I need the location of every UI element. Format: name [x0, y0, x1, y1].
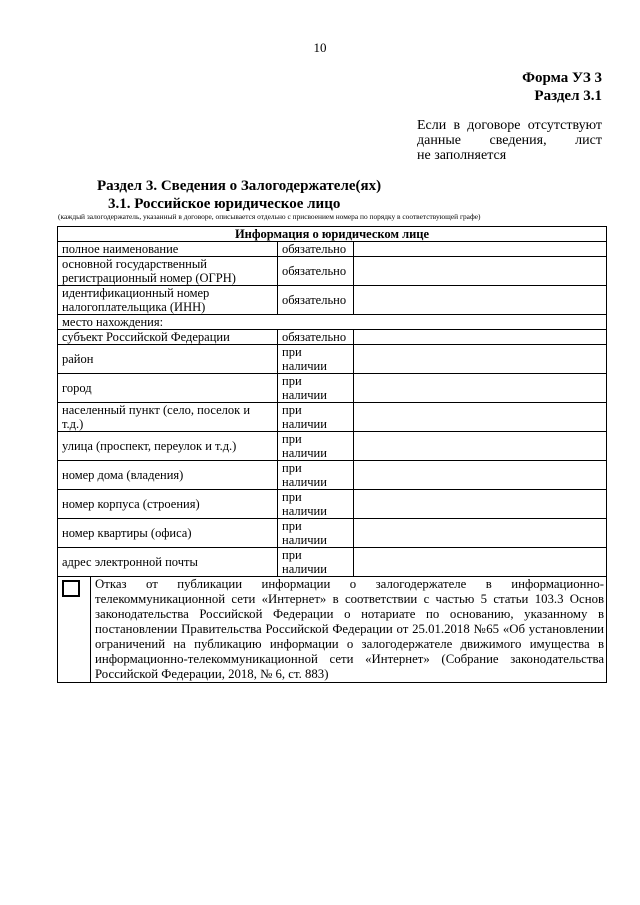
row-status: обязательно — [278, 286, 354, 315]
full-name-field[interactable] — [354, 242, 607, 257]
table-row — [58, 432, 607, 461]
publication-refusal-checkbox[interactable] — [62, 580, 80, 597]
publication-refusal-text: Отказ от публикации информации о залогодержателе в информационно-телекоммуникационной сети «Интернет» в соответствии с частью 5 статьи 103.3 Основ законодательства Российской Федерации о нотариате по основанию, указанному в постановлении Правительства Российской Федерации от 25.01.2018 №65 «Об установлении ограничений на публикацию информации о залогодержателе движимого имущества в информационно-телекоммуникационной сети «Интернет» (Собрание законодательства Российской Федерации, 2018, № 6, ст. 883) — [95, 577, 605, 681]
fill-note-line: Если в договоре отсутствуют — [417, 118, 602, 133]
consent-row — [58, 577, 607, 683]
table-row — [58, 242, 607, 257]
inn-field[interactable] — [354, 286, 607, 315]
table-row — [58, 461, 607, 490]
row-label: субъект Российской Федерации — [58, 330, 278, 345]
fill-note-line: не заполняется — [417, 148, 507, 163]
building-number-field[interactable] — [354, 490, 607, 519]
row-status: при наличии — [278, 403, 354, 432]
row-label: улица (проспект, переулок и т.д.) — [58, 432, 278, 461]
fill-note — [417, 118, 602, 163]
row-label: номер дома (владения) — [58, 461, 278, 490]
table-header: Информация о юридическом лице — [58, 227, 607, 242]
row-status: при наличии — [278, 548, 354, 577]
table-row — [58, 519, 607, 548]
settlement-field[interactable] — [354, 403, 607, 432]
table-row — [58, 330, 607, 345]
form-code: Форма УЗ 3 — [522, 70, 602, 86]
city-field[interactable] — [354, 374, 607, 403]
row-status: при наличии — [278, 461, 354, 490]
legal-entity-table — [57, 226, 607, 683]
office-number-field[interactable] — [354, 519, 607, 548]
subsection-title: 3.1. Российское юридическое лицо — [108, 196, 341, 212]
table-row — [58, 490, 607, 519]
district-field[interactable] — [354, 345, 607, 374]
table-row — [58, 374, 607, 403]
subsection-note: (каждый залогодержатель, указанный в договоре, описывается отдельно с присвоением номера по порядку в соответствующей графе) — [58, 212, 481, 221]
section-code: Раздел 3.1 — [534, 88, 602, 104]
row-label: идентификационный номер налогоплательщика (ИНН) — [58, 286, 278, 315]
row-status: при наличии — [278, 345, 354, 374]
table-row — [58, 315, 607, 330]
row-status: обязательно — [278, 242, 354, 257]
row-status: при наличии — [278, 432, 354, 461]
table-row — [58, 345, 607, 374]
table-row — [58, 403, 607, 432]
region-field[interactable] — [354, 330, 607, 345]
fill-note-line: данные сведения, лист — [417, 133, 602, 148]
street-field[interactable] — [354, 432, 607, 461]
row-status: при наличии — [278, 519, 354, 548]
table-row — [58, 286, 607, 315]
row-status: обязательно — [278, 257, 354, 286]
house-number-field[interactable] — [354, 461, 607, 490]
row-status: обязательно — [278, 330, 354, 345]
row-label: номер квартиры (офиса) — [58, 519, 278, 548]
table-row — [58, 257, 607, 286]
page-number: 10 — [313, 40, 327, 55]
location-label: место нахождения: — [58, 315, 607, 330]
section-title: Раздел 3. Сведения о Залогодержателе(ях) — [97, 178, 382, 194]
row-status: при наличии — [278, 374, 354, 403]
ogrn-field[interactable] — [354, 257, 607, 286]
row-label: полное наименование — [58, 242, 278, 257]
row-label: номер корпуса (строения) — [58, 490, 278, 519]
row-label: адрес электронной почты — [58, 548, 278, 577]
row-label: район — [58, 345, 278, 374]
row-label: город — [58, 374, 278, 403]
row-status: при наличии — [278, 490, 354, 519]
row-label: населенный пункт (село, поселок и т.д.) — [58, 403, 278, 432]
table-row — [58, 548, 607, 577]
email-field[interactable] — [354, 548, 607, 577]
row-label: основной государственный регистрационный номер (ОГРН) — [58, 257, 278, 286]
